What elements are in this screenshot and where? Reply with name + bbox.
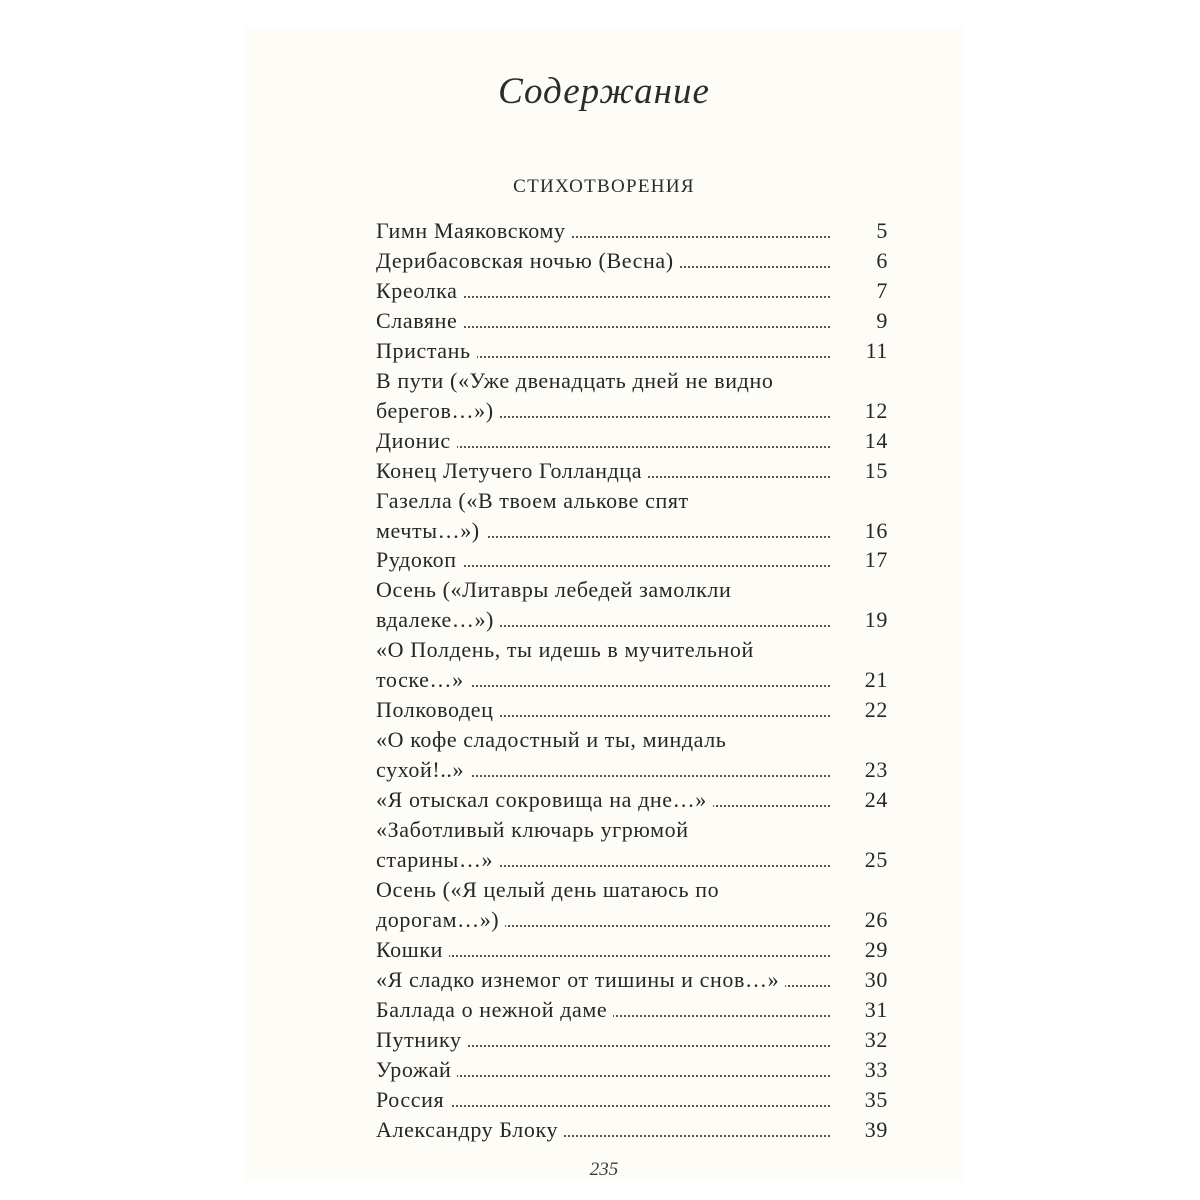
toc-entry-title: «Я отыскал сокровища на дне…» <box>376 785 713 815</box>
toc-entry-page: 26 <box>832 905 888 935</box>
toc-entry <box>376 935 888 965</box>
toc-entry-page: 35 <box>832 1085 888 1115</box>
toc-entry <box>376 426 888 456</box>
toc-entry-title: В пути («Уже двенадцать дней не видно <box>376 366 779 396</box>
toc-entry-title: Дерибасовская ночью (Весна) <box>376 246 680 276</box>
toc-entry-page: 9 <box>832 306 888 336</box>
toc-entry <box>376 785 888 815</box>
toc-entry-page: 6 <box>832 246 888 276</box>
toc-entry-title: Пристань <box>376 336 477 366</box>
toc-entry-page: 21 <box>832 665 888 695</box>
toc-entry-title: Александру Блоку <box>376 1115 564 1145</box>
toc-entry <box>376 605 888 635</box>
toc-entry-title: Полководец <box>376 695 499 725</box>
toc-entry <box>376 965 888 995</box>
toc-entry-page: 25 <box>832 845 888 875</box>
toc-entry-continuation <box>376 635 888 665</box>
toc-entry-title: Осень («Я целый день шатаюсь по <box>376 875 725 905</box>
toc-entry-page: 15 <box>832 456 888 486</box>
toc-entry-title: сухой!..» <box>376 755 470 785</box>
toc-entry <box>376 1025 888 1055</box>
page-number: 235 <box>589 1159 619 1180</box>
toc-entry-continuation <box>376 575 888 605</box>
toc-entry <box>376 246 888 276</box>
toc-entry-title: «Заботливый ключарь угрюмой <box>376 815 695 845</box>
toc-entry-title: Креолка <box>376 276 463 306</box>
toc-entry-page: 24 <box>832 785 888 815</box>
toc-entry-title: дорогам…») <box>376 905 505 935</box>
toc-entry <box>376 276 888 306</box>
toc-entry-page: 7 <box>832 276 888 306</box>
toc-entry <box>376 905 888 935</box>
toc-entry-title: Путнику <box>376 1025 468 1055</box>
toc-entry-page: 23 <box>832 755 888 785</box>
toc-entry-page: 16 <box>832 516 888 546</box>
toc-entry-title: Урожай <box>376 1055 457 1085</box>
toc-entry-title: старины…» <box>376 845 499 875</box>
toc-entry-title: Баллада о нежной даме <box>376 995 613 1025</box>
toc-entry <box>376 1115 888 1145</box>
toc-entry <box>376 336 888 366</box>
toc-entry <box>376 216 888 246</box>
toc-entry-title: Дионис <box>376 426 457 456</box>
book-page <box>246 28 962 1180</box>
toc-entry <box>376 516 888 546</box>
toc-entry <box>376 1055 888 1085</box>
toc-entry-title: «Я сладко изнемог от тишины и снов…» <box>376 965 785 995</box>
toc-entry <box>376 665 888 695</box>
toc-entry-continuation <box>376 725 888 755</box>
toc-entry-title: тоске…» <box>376 665 470 695</box>
toc-entry <box>376 755 888 785</box>
toc-entry <box>376 456 888 486</box>
toc-entry-title: мечты…») <box>376 516 486 546</box>
toc-entry-page: 39 <box>832 1115 888 1145</box>
toc-entry <box>376 306 888 336</box>
toc-entry-page: 31 <box>832 995 888 1025</box>
section-heading: СТИХОТВОРЕНИЯ <box>513 176 695 197</box>
toc-entry <box>376 695 888 725</box>
toc-entry-title: вдалеке…») <box>376 605 500 635</box>
toc-entry-title: Кошки <box>376 935 449 965</box>
toc-entry-title: Гимн Маяковскому <box>376 216 572 246</box>
toc-entry-page: 14 <box>832 426 888 456</box>
toc-entry <box>376 995 888 1025</box>
toc-entry-title: «О Полдень, ты идешь в мучительной <box>376 635 760 665</box>
toc-entry-page: 5 <box>832 216 888 246</box>
page-title: Содержание <box>498 71 710 112</box>
toc-entry-title: Рудокоп <box>376 545 463 575</box>
toc-entry-continuation <box>376 815 888 845</box>
toc-entry <box>376 396 888 426</box>
toc-entry-continuation <box>376 486 888 516</box>
toc-entry-page: 32 <box>832 1025 888 1055</box>
toc-entry <box>376 1085 888 1115</box>
toc-entry-page: 30 <box>832 965 888 995</box>
toc-entry-title: Конец Летучего Голландца <box>376 456 648 486</box>
toc-entry <box>376 545 888 575</box>
toc-entry-page: 22 <box>832 695 888 725</box>
toc-entry-continuation <box>376 875 888 905</box>
toc-entry-title: Россия <box>376 1085 450 1115</box>
toc-entry-title: Газелла («В твоем алькове спят <box>376 486 695 516</box>
toc-entry-page: 11 <box>832 336 888 366</box>
toc-entry-page: 19 <box>832 605 888 635</box>
toc-entry-title: берегов…») <box>376 396 500 426</box>
toc-entry-title: Осень («Литавры лебедей замолкли <box>376 575 737 605</box>
toc-entry-page: 29 <box>832 935 888 965</box>
toc-entry-page: 33 <box>832 1055 888 1085</box>
toc-entry-title: «О кофе сладостный и ты, миндаль <box>376 725 732 755</box>
toc-entry <box>376 845 888 875</box>
toc-entry-page: 17 <box>832 545 888 575</box>
toc-entry-continuation <box>376 366 888 396</box>
toc-entry-title: Славяне <box>376 306 463 336</box>
toc-entry-page: 12 <box>832 396 888 426</box>
